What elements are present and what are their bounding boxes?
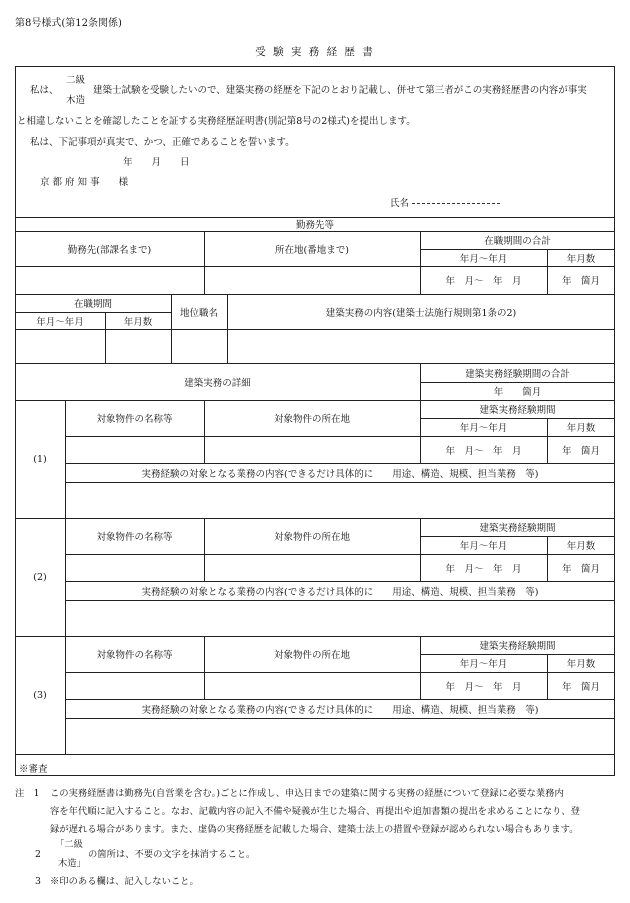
intro-line-1: 建築士試験を受験したいので、建築実務の経歴を下記のとおり記載し、併せて第三者がこの実務経歴書の内容が事実: [93, 85, 587, 96]
project-number: (1): [33, 453, 47, 465]
project-name-input[interactable]: [65, 554, 204, 581]
position-input[interactable]: [171, 329, 227, 363]
work-content-input[interactable]: [227, 329, 615, 363]
project-name-header: 対象物件の名称等: [96, 414, 173, 425]
project-range-header: 年月～年月: [459, 541, 508, 552]
project-work-input[interactable]: [65, 600, 615, 636]
project-number: (2): [33, 571, 47, 583]
addressee: 京 都 府 知 事 様: [40, 177, 129, 188]
project-range-input[interactable]: 年 月～ 年 月: [445, 445, 522, 457]
tenure-total-range-header: 年月～年月: [459, 253, 508, 265]
employer-address-input[interactable]: [204, 266, 420, 294]
note-2-text: の箇所は、不要の文字を抹消すること。: [88, 849, 256, 860]
employer-name-header: 勤務先(部課名まで): [67, 244, 152, 256]
tenure-total-header: 在職期間の合計: [484, 236, 551, 247]
note-1-line-1: この実務経歴書は勤務先(自営業を含む。)ごとに作成し、申込日までの建築に関する実務の経歴について登録に必要な業務内: [50, 788, 564, 799]
note-1-line-3: 録が遅れる場合があります。また、虚偽の実務経歴を記載した場合、建築士法上の措置や登録が認められない場合もあります。: [50, 824, 579, 835]
name-field[interactable]: [412, 203, 500, 204]
work-content-header: 建築実務の内容(建築士法施行規則第1条の2): [325, 307, 517, 319]
project-work-input[interactable]: [65, 718, 615, 754]
tenure-range-input[interactable]: [15, 329, 105, 363]
details-title: 建築実務の詳細: [184, 377, 251, 389]
tenure-period-header: 在職期間: [73, 299, 112, 310]
project-name-header: 対象物件の名称等: [96, 532, 173, 543]
tenure-total-years-input[interactable]: 年 箇月: [561, 276, 600, 287]
project-range-header: 年月～年月: [459, 423, 508, 434]
position-header: 地位職名: [179, 307, 218, 319]
employer-name-input[interactable]: [15, 266, 204, 294]
note-2-label: 2: [35, 849, 41, 860]
project-years-header: 年月数: [566, 423, 596, 434]
project-work-header: 実務経験の対象となる業務の内容(できるだけ具体的に 用途、構造、規模、担当業務 等): [141, 704, 539, 716]
name-label: 氏名: [390, 198, 410, 209]
note-2-mokuzo: 木造」: [58, 858, 86, 869]
review-label: ※審査: [19, 764, 48, 775]
experience-total-label: 建築実務経験期間の合計: [465, 368, 570, 380]
project-years-header: 年月数: [566, 659, 596, 670]
document-title: 受 験 実 務 経 歴 書: [255, 46, 375, 58]
intro-line-2: と相違しないことを確認したことを証する実務経歴証明書(別記第8号の2様式)を提出します。: [17, 116, 416, 127]
tenure-total-years-header: 年月数: [566, 253, 596, 265]
project-range-input[interactable]: 年 月～ 年 月: [445, 563, 522, 575]
note-3-label: 3: [35, 876, 41, 887]
project-location-input[interactable]: [204, 672, 420, 699]
project-location-header: 対象物件の所在地: [273, 532, 350, 543]
tenure-years-input[interactable]: [105, 329, 171, 363]
project-work-input[interactable]: [65, 482, 615, 518]
project-number: (3): [33, 689, 47, 701]
employer-address-header: 所在地(番地まで): [275, 244, 349, 256]
form-number: 第8号様式(第12条関係): [15, 18, 122, 29]
intro-watashi: 私は、: [30, 85, 59, 96]
project-period-header: 建築実務経験期間: [479, 523, 556, 534]
project-range-input[interactable]: 年 月～ 年 月: [445, 681, 522, 693]
project-work-header: 実務経験の対象となる業務の内容(できるだけ具体的に 用途、構造、規模、担当業務 等): [141, 468, 539, 480]
project-years-input[interactable]: 年 箇月: [561, 445, 600, 457]
grade-nikyu: 二級: [66, 75, 86, 86]
intro-line-3: 私は、下記事項が真実で、かつ、正確であることを誓います。: [30, 137, 295, 148]
experience-total-value[interactable]: 年 箇月: [493, 387, 542, 398]
project-years-input[interactable]: 年 箇月: [561, 681, 600, 693]
note-3-text: ※印のある欄は、記入しないこと。: [50, 876, 199, 887]
employer-section-title: 勤務先等: [295, 220, 334, 231]
grade-mokuzo: 木造: [66, 95, 86, 106]
project-location-input[interactable]: [204, 554, 420, 581]
project-name-input[interactable]: [65, 672, 204, 699]
project-location-header: 対象物件の所在地: [273, 650, 350, 661]
project-range-header: 年月～年月: [459, 659, 508, 670]
note-1-line-2: 容を年代順に記入すること。なお、記載内容の記入不備や疑義が生じた場合、再提出や追加書類の提出を求めることになり、登: [50, 806, 580, 817]
project-years-header: 年月数: [566, 541, 596, 552]
project-location-input[interactable]: [204, 436, 420, 463]
project-period-header: 建築実務経験期間: [479, 405, 556, 416]
note-2-nikyu: 「二級: [55, 839, 83, 850]
project-years-input[interactable]: 年 箇月: [561, 563, 600, 575]
project-period-header: 建築実務経験期間: [479, 641, 556, 652]
tenure-total-range-input[interactable]: 年 月～ 年 月: [445, 276, 522, 287]
date-field[interactable]: 年 月 日: [123, 157, 190, 168]
project-name-header: 対象物件の名称等: [96, 650, 173, 661]
tenure-range-header: 年月～年月: [36, 316, 84, 328]
project-work-header: 実務経験の対象となる業務の内容(できるだけ具体的に 用途、構造、規模、担当業務 等): [141, 586, 539, 598]
tenure-years-header: 年月数: [123, 316, 153, 328]
note-1-label: 注 1: [15, 788, 40, 799]
project-location-header: 対象物件の所在地: [273, 414, 350, 425]
project-name-input[interactable]: [65, 436, 204, 463]
